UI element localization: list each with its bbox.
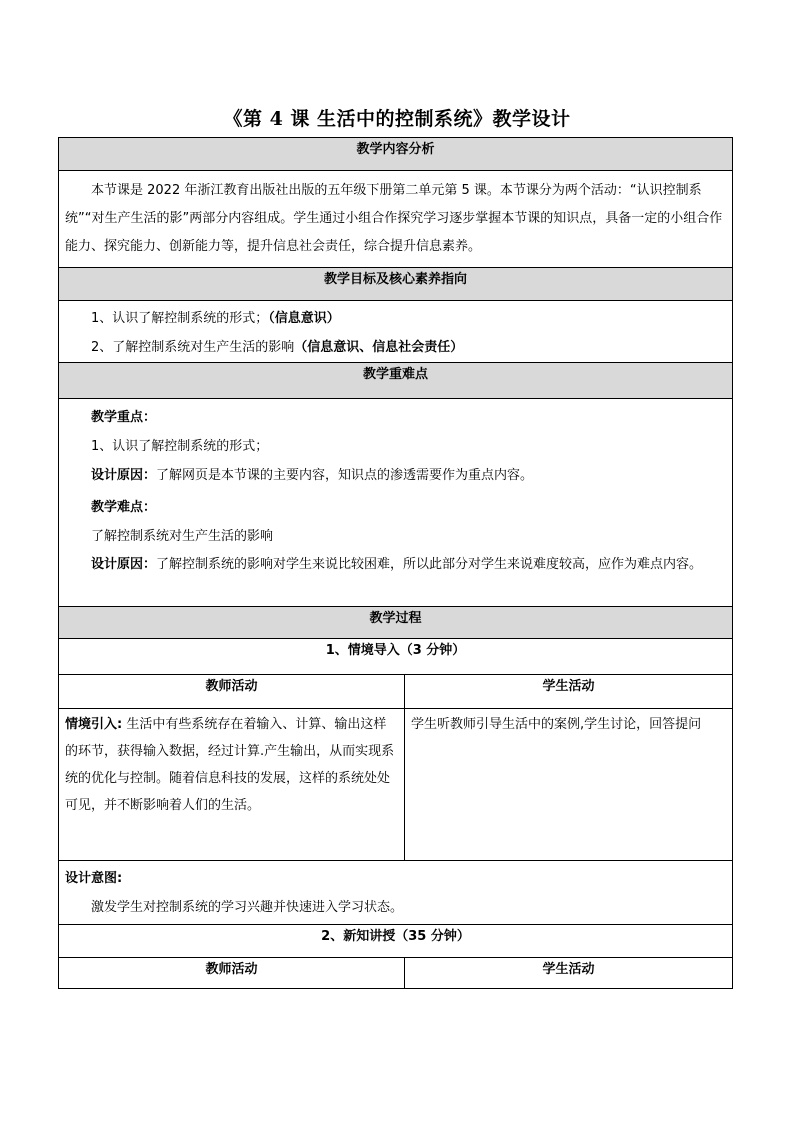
goal-text: 1、认识了解控制系统的形式； — [91, 311, 269, 326]
keypoints-cell — [59, 399, 733, 607]
section1-title: 1、情境导入（3 分钟） — [59, 639, 733, 675]
difficulty-reason-text: 了解控制系统的影响对学生来说比较困难，所以此部分对学生来说难度较高，应作为难点内容。 — [156, 557, 703, 572]
difficulty-reason-label: 设计原因： — [91, 557, 157, 572]
section1-design-cell — [59, 861, 733, 925]
section1-teacher-header: 教师活动 — [59, 675, 405, 709]
section1-teacher-cell — [59, 709, 405, 861]
design-label: 设计意图: — [65, 871, 123, 886]
section2-teacher-header: 教师活动 — [59, 958, 405, 989]
analysis-cell — [59, 171, 733, 268]
focus-reason-text: 了解网页是本节课的主要内容，知识点的渗透需要作为重点内容。 — [156, 468, 534, 483]
goals-cell — [59, 301, 733, 363]
keypoints-header: 教学重难点 — [59, 363, 733, 399]
document-title: 《第 4 课 生活中的控制系统》教学设计 — [223, 108, 571, 130]
focus-reason-label: 设计原因： — [91, 468, 157, 483]
focus-item: 1、认识了解控制系统的形式； — [91, 439, 269, 454]
analysis-header: 教学内容分析 — [59, 138, 733, 171]
goal-item — [65, 304, 726, 333]
goal-text: 2、了解控制系统对生产生活的影响 — [91, 340, 295, 355]
difficulty-reason — [65, 551, 726, 579]
goal-item — [65, 333, 726, 362]
section2-title: 2、新知讲授（35 分钟） — [59, 925, 733, 958]
goals-header: 教学目标及核心素养指向 — [59, 268, 733, 301]
goal-tag: （信息意识） — [268, 311, 340, 326]
focus-reason — [65, 461, 726, 490]
section1-teacher-text — [65, 711, 398, 819]
analysis-text: 本节课是 2022 年浙江教育出版社出版的五年级下册第二单元第 5 课。本节课分为两个活动：“认识控制系统”“对生产生活的影”两部分内容组成。学生通过小组合作探究学习逐步掌握本节课的知识点，具备一定的小组合作能力、探究能力、创新能力等，提升信息社会责任，综合提升信息素养。 — [65, 183, 723, 254]
difficulty-label: 教学难点： — [91, 500, 157, 515]
teacher-label: 情境引入: — [65, 717, 123, 732]
focus-label: 教学重点： — [91, 410, 157, 425]
teacher-text: 生活中有些系统存在着输入、计算、输出这样的环节，获得输入数据，经过计算.产生输出，从而实现系统的优化与控制。随着信息科技的发展，这样的系统处处可见，并不断影响着人们的生活。 — [65, 717, 395, 813]
lesson-plan-table — [58, 137, 733, 989]
section2-student-header: 学生活动 — [405, 958, 733, 989]
goal-tag: （信息意识、信息社会责任） — [294, 340, 464, 355]
section1-student-cell — [405, 709, 733, 861]
design-text: 激发学生对控制系统的学习兴趣并快速进入学习状态。 — [91, 900, 404, 915]
section1-student-text: 学生听教师引导生活中的案例,学生讨论，回答提问 — [411, 717, 702, 732]
process-header: 教学过程 — [59, 607, 733, 639]
difficulty-item: 了解控制系统对生产生活的影响 — [91, 529, 274, 544]
section1-student-header: 学生活动 — [405, 675, 733, 709]
